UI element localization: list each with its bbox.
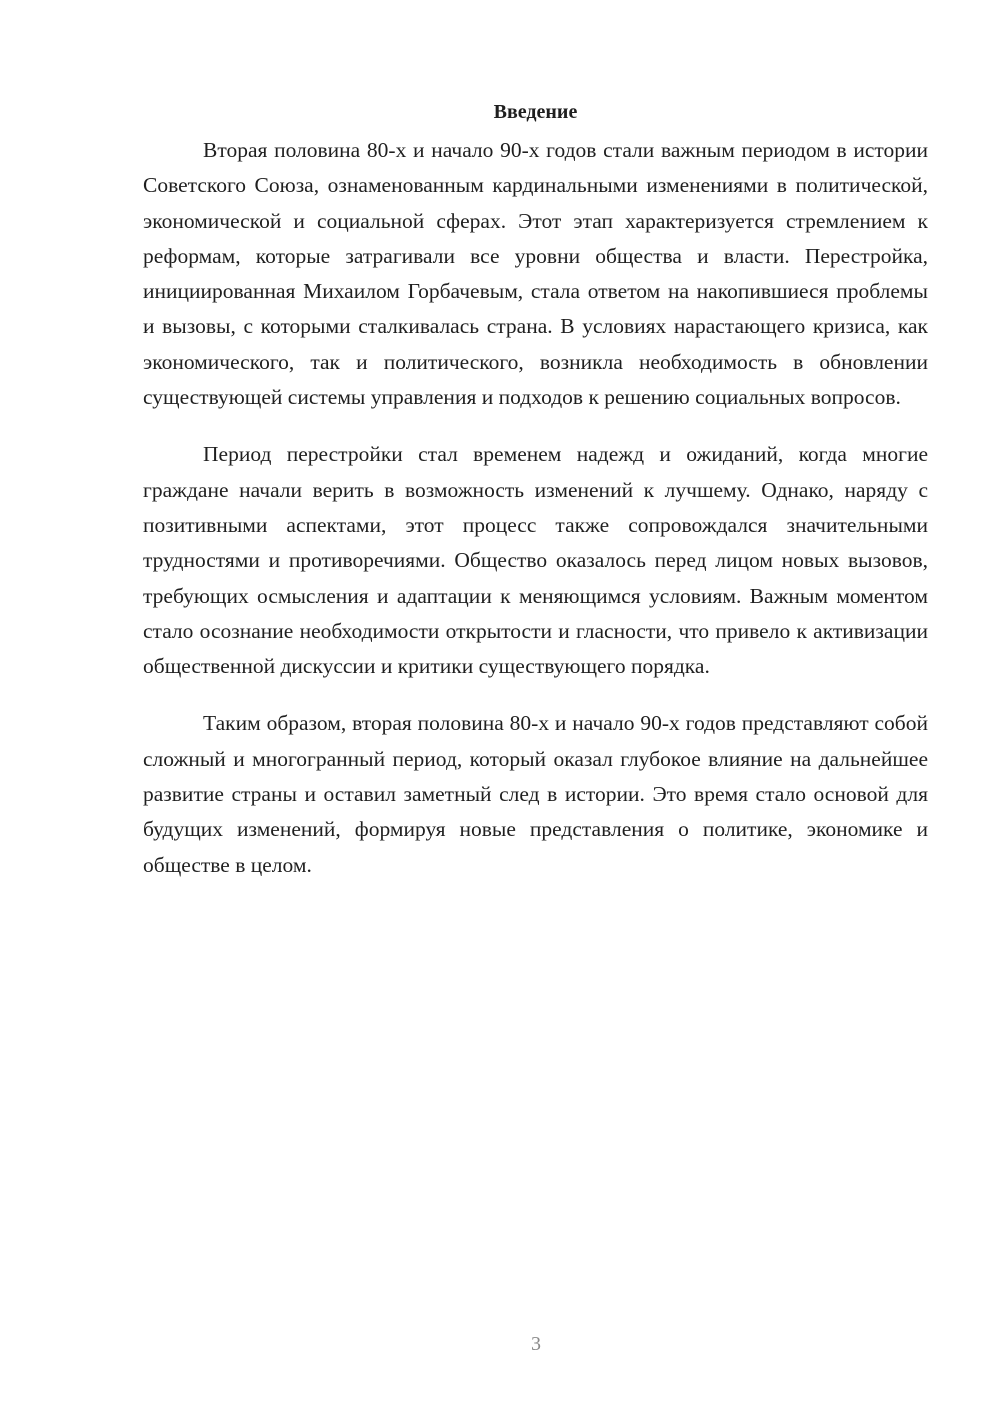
document-body <box>143 98 928 883</box>
section-title: Введение <box>493 101 578 123</box>
page-number: 3 <box>531 1333 541 1355</box>
paragraph-1: Вторая половина 80-х и начало 90-х годов стали важным периодом в истории Советского Союза, ознаменованным кардинальными изменениями в политической, экономической и социальной сферах. Этот этап характеризуется стремлением к реформам, которые затрагивали все уровни общества и власти. Перестройка, инициированная Михаилом Горбачевым, стала ответом на накопившиеся проблемы и вызовы, с которыми сталкивалась страна. В условиях нарастающего кризиса, как экономического, так и политического, возникла необходимость в обновлении существующей системы управления и подходов к решению социальных вопросов. <box>143 138 928 410</box>
paragraph-2: Период перестройки стал временем надежд и ожиданий, когда многие граждане начали верить в возможность изменений к лучшему. Однако, наряду с позитивными аспектами, этот процесс также сопровождался значительными трудностями и противоречиями. Общество оказалось перед лицом новых вызовов, требующих осмысления и адаптации к меняющимся условиям. Важным моментом стало осознание необходимости открытости и гласности, что привело к активизации общественной дискуссии и критики существующего порядка. <box>143 442 928 679</box>
paragraph-3: Таким образом, вторая половина 80-х и начало 90-х годов представляют собой сложный и многогранный период, который оказал глубокое влияние на дальнейшее развитие страны и оставил заметный след в истории. Это время стало основой для будущих изменений, формируя новые представления о политике, экономике и обществе в целом. <box>143 711 928 877</box>
